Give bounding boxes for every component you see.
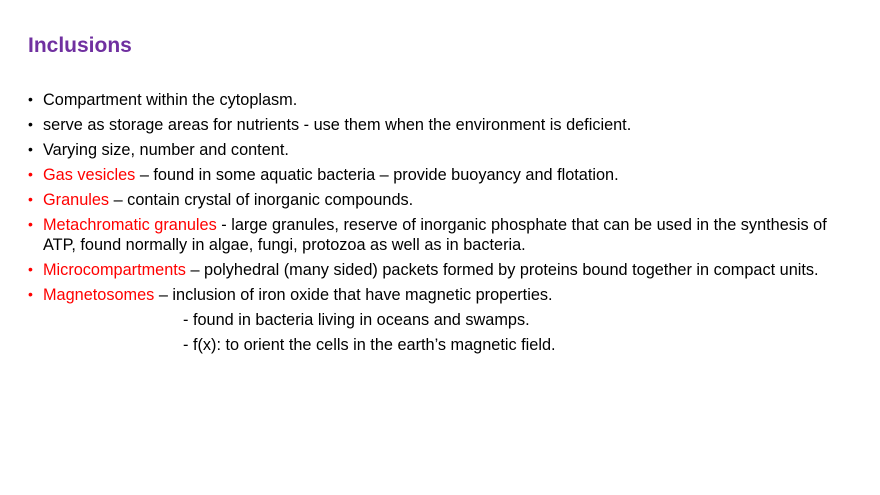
bullet-term: Metachromatic granules [43,216,217,234]
bullet-item-storage [28,116,848,136]
bullet-dot-icon: • [28,285,33,302]
bullet-text: – inclusion of iron oxide that have magnetic properties. [154,285,553,304]
bullet-term: Granules [43,191,110,209]
bullet-item-microcompartments [28,261,848,281]
bullet-dot-icon: • [28,260,33,277]
bullet-dot-icon: • [28,116,33,132]
bullet-list [28,91,848,361]
bullet-term: Microcompartments [43,260,186,279]
bullet-item-compartment [28,91,848,111]
bullet-dot-icon: • [28,191,33,207]
bullet-item-gas-vesicles [28,166,848,186]
bullet-dot-icon: • [28,91,33,107]
bullet-term: Gas vesicles [43,166,136,184]
bullet-dot-icon: • [28,141,33,157]
bullet-text: - large granules, reserve of inorganic phosphate that can be used in the synthesis of ATP, found normally in algae, fungi, protozoa as well as in bacteria. [43,216,827,254]
sub-line-oceans: - found in bacteria living in oceans and swamps. [183,310,530,329]
bullet-item-granules [28,191,848,211]
bullet-dot-icon: • [28,166,33,182]
bullet-item-magnetosomes [28,286,848,306]
bullet-item-metachromatic-granules [28,216,848,255]
bullet-text: serve as storage areas for nutrients - use them when the environment is deficient. [43,116,632,134]
sub-line-function: - f(x): to orient the cells in the earth’s magnetic field. [183,335,556,354]
bullet-dot-icon: • [28,216,33,232]
bullet-text: Varying size, number and content. [43,141,289,159]
bullet-text: Compartment within the cytoplasm. [43,91,298,109]
bullet-text: – found in some aquatic bacteria – provide buoyancy and flotation. [135,166,619,184]
bullet-term: Magnetosomes [43,285,155,304]
bullet-text: – polyhedral (many sided) packets formed by proteins bound together in compact units. [185,260,819,279]
bullet-item-varying-size [28,141,848,161]
bullet-text: – contain crystal of inorganic compounds. [109,191,414,209]
slide-title: Inclusions [28,34,132,57]
